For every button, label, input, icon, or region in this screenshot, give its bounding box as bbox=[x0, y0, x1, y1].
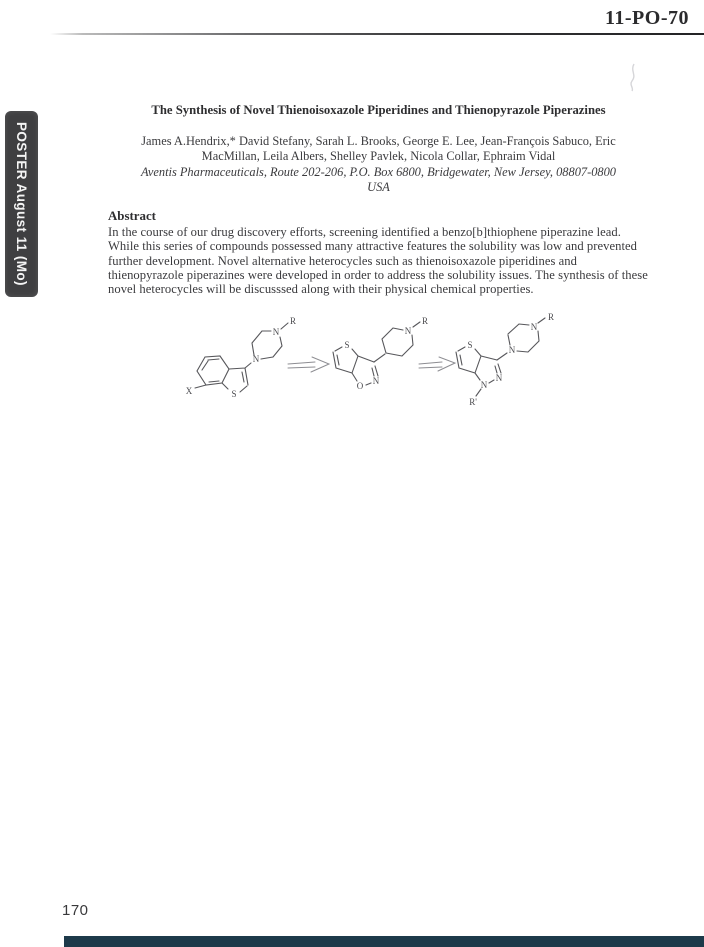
abstract-body bbox=[108, 103, 649, 297]
page-number: 170 bbox=[62, 902, 89, 919]
atom-label-s: S bbox=[467, 340, 473, 350]
transform-arrow-icon bbox=[288, 357, 329, 372]
sidebar-tab bbox=[5, 111, 38, 297]
scan-artifact bbox=[626, 62, 640, 97]
author-line-2: MacMillan, Leila Albers, Shelley Pavlek, Nicola Collar, Ephraim Vidal bbox=[201, 149, 556, 164]
atom-label-n: N bbox=[495, 373, 503, 383]
atom-label-n: N bbox=[404, 326, 412, 336]
sidebar-label: POSTER August 11 (Mo) bbox=[14, 122, 29, 286]
atom-label-r: R bbox=[421, 316, 429, 326]
affiliation-line-1: Aventis Pharmaceuticals, Route 202-206, P.O. Box 6800, Bridgewater, New Jersey, 08807-0800 bbox=[140, 164, 616, 179]
structure-thienoisoxazole-piperidine bbox=[333, 316, 428, 391]
atom-label-n: N bbox=[530, 322, 538, 332]
paper-title: The Synthesis of Novel Thienoisoxazole Piperidines and Thienopyrazole Piperazines bbox=[151, 103, 606, 117]
atom-label-r-prime: R' bbox=[469, 397, 477, 407]
structure-thienopyrazole-piperazine bbox=[456, 312, 554, 407]
atom-label-n: N bbox=[508, 345, 516, 355]
atom-label-n: N bbox=[252, 354, 260, 364]
atom-label-o: O bbox=[356, 381, 364, 391]
reaction-scheme bbox=[176, 312, 586, 429]
atom-label-s: S bbox=[231, 389, 237, 399]
atom-label-r: R bbox=[289, 316, 297, 326]
affiliation-line-2: USA bbox=[367, 180, 390, 195]
footer-bar bbox=[64, 936, 704, 947]
abstract-heading: Abstract bbox=[108, 208, 156, 223]
atom-label-s: S bbox=[344, 340, 350, 350]
atom-label-n: N bbox=[480, 380, 488, 390]
author-line-1: James A.Hendrix,* David Stefany, Sarah L. Brooks, George E. Lee, Jean-François Sabuco, Eric bbox=[141, 133, 616, 148]
header-rule bbox=[50, 33, 704, 35]
atom-label-n: N bbox=[272, 327, 280, 337]
abstract-text: In the course of our drug discovery efforts, screening identified a benzo[b]thiophene piperazine lead. While this series of compounds possessed many attractive features the solubility was low and prevented further development. Novel alternative heterocycles such as thienoisoxazole piperidines and thienopyrazole piperazines were developed in order to address the solubility issues. The synthesis of these novel heterocycles will be discusssed along with their physical chemical properties. bbox=[108, 224, 648, 297]
transform-arrow-icon bbox=[419, 357, 455, 371]
atom-label-n: N bbox=[372, 376, 380, 386]
poster-code: 11-PO-70 bbox=[605, 7, 689, 29]
structure-benzothiophene-piperazine bbox=[186, 316, 296, 399]
atom-label-r: R bbox=[547, 312, 555, 322]
atom-label-x: X bbox=[185, 386, 193, 396]
